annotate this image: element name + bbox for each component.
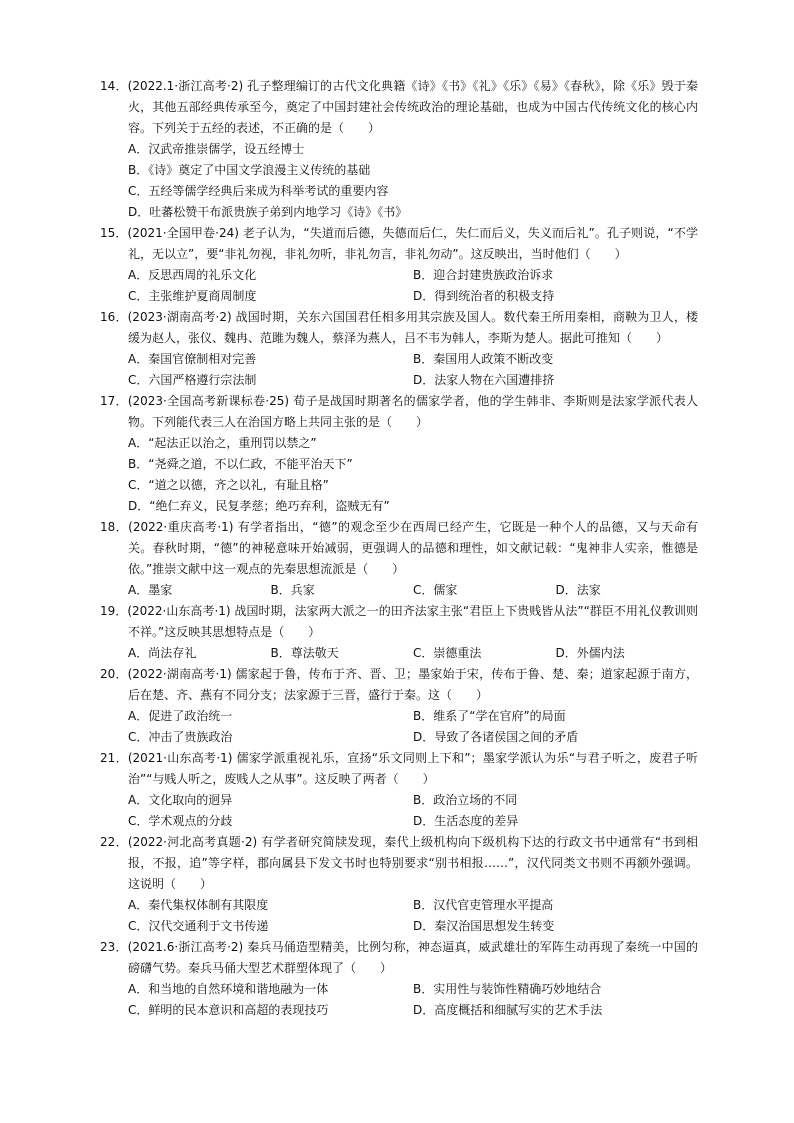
question-stem [100, 223, 698, 265]
option-d[interactable]: D．“绝仁弃义，民复孝慈；绝巧弃利，盗贼无有” [128, 499, 390, 513]
option-list [100, 349, 698, 391]
option-b[interactable]: B．维系了“学在官府”的局面 [413, 709, 566, 723]
question-text: ．(2023·湖南高考·2) 战国时期，关东六国国君任相多用其宗族及国人。数代秦王所用秦相，商鞅为卫人，楼缓为赵人，张仪、魏冉、范雎为魏人，蔡泽为燕人，吕不韦为韩人，李斯为楚人。据此可推知（ ） [115, 310, 698, 345]
option-c[interactable]: C．鲜明的民本意识和高超的表现技巧 [128, 1003, 329, 1017]
question-number: 21 [100, 751, 116, 765]
option-a[interactable]: A．文化取向的迥异 [128, 793, 233, 807]
option-list [100, 895, 698, 937]
question-19 [100, 601, 698, 664]
question-17 [100, 391, 698, 517]
question-number: 16 [100, 310, 116, 324]
question-stem [100, 76, 698, 139]
question-stem [100, 517, 698, 580]
question-text: ．(2022.1·浙江高考·2) 孔子整理编订的古代文化典籍《诗》《书》《礼》《乐》《易》《春秋》，除《乐》毁于秦火，其他五部经典传承至今，奠定了中国封建社会传统政治的理论基础，也成为中国古代传统文化的核心内容。下列关于五经的表述，不正确的是（ ） [115, 79, 698, 135]
option-list [100, 643, 698, 664]
question-text: ．(2021·全国甲卷·24) 老子认为，“失道而后德，失德而后仁，失仁而后义，失义而后礼”。孔子则说，“不学礼，无以立”，要“非礼勿视，非礼勿听，非礼勿言，非礼勿动”。这反映出，当时他们（ ） [115, 226, 698, 261]
option-a[interactable]: A．“起法正以治之，重刑罚以禁之” [128, 436, 317, 450]
question-15 [100, 223, 698, 307]
option-a[interactable]: A．汉武帝推崇儒学，设五经博士 [128, 142, 305, 156]
question-text: ．(2022·重庆高考·1) 有学者指出，“德”的观念至少在西周已经产生，它既是一种个人的品德，又与天命有关。春秋时期，“德”的神秘意味开始减弱，更强调人的品德和理性，如文献记载：“鬼神非人实亲，惟德是依。”推崇文献中这一观点的先秦思想流派是（ ） [115, 520, 698, 576]
question-number: 23 [100, 940, 116, 954]
option-c[interactable]: C．五经等儒学经典后来成为科举考试的重要内容 [128, 184, 389, 198]
question-text: ．(2022·湖南高考·1) 儒家起于鲁，传布于齐、晋、卫；墨家始于宋，传布于鲁、楚、秦；道家起源于南方，后在楚、齐、燕有不同分支；法家源于三晋，盛行于秦。这（ ） [115, 667, 698, 702]
question-23 [100, 937, 698, 1021]
option-list [100, 790, 698, 832]
option-list [100, 979, 698, 1021]
question-stem [100, 307, 698, 349]
question-stem [100, 937, 698, 979]
question-number: 19 [100, 604, 116, 618]
option-b[interactable]: B．迎合封建贵族政治诉求 [413, 268, 554, 282]
question-18 [100, 517, 698, 601]
question-sheet [100, 76, 698, 1021]
option-a[interactable]: A．墨家 [128, 583, 173, 597]
question-stem [100, 391, 698, 433]
question-text: ．(2021.6·浙江高考·2) 秦兵马俑造型精美，比例匀称，神态逼真，威武雄壮的军阵生动再现了秦统一中国的磅礴气势。秦兵马俑大型艺术群塑体现了（ ） [115, 940, 698, 975]
question-14 [100, 76, 698, 223]
option-a[interactable]: A．反思西周的礼乐文化 [128, 268, 257, 282]
option-c[interactable]: C．汉代交通利于文书传递 [128, 919, 269, 933]
option-c[interactable]: C．主张维护夏商周制度 [128, 289, 257, 303]
question-16 [100, 307, 698, 391]
option-b[interactable]: B．尊法敬天 [270, 646, 339, 660]
option-list [100, 139, 698, 223]
option-d[interactable]: D．秦汉治国思想发生转变 [413, 919, 555, 933]
option-b[interactable]: B．“尧舜之道，不以仁政，不能平治天下” [128, 457, 353, 471]
option-d[interactable]: D．生活态度的差异 [413, 814, 519, 828]
option-a[interactable]: A．尚法存礼 [128, 646, 197, 660]
option-b[interactable]: B．秦国用人政策不断改变 [413, 352, 554, 366]
question-stem [100, 832, 698, 895]
option-b[interactable]: B．汉代官吏管理水平提高 [413, 898, 554, 912]
question-20 [100, 664, 698, 748]
question-text: ．(2023·全国高考新课标卷·25) 荀子是战国时期著名的儒家学者，他的学生韩非、李斯则是法家学派代表人物。下列能代表三人在治国方略上共同主张的是（ ） [115, 394, 698, 429]
option-list [100, 580, 698, 601]
question-stem [100, 748, 698, 790]
option-d[interactable]: D．高度概括和细腻写实的艺术手法 [413, 1003, 603, 1017]
option-c[interactable]: C．六国严格遵行宗法制 [128, 373, 257, 387]
question-stem [100, 664, 698, 706]
option-c[interactable]: C．学术观点的分歧 [128, 814, 233, 828]
option-d[interactable]: D．法家人物在六国遭排挤 [413, 373, 555, 387]
option-c[interactable]: C．儒家 [413, 583, 458, 597]
option-d[interactable]: D．吐蕃松赞干布派贵族子弟到内地学习《诗》《书》 [128, 205, 408, 219]
option-c[interactable]: C．“道之以德，齐之以礼，有耻且格” [128, 478, 329, 492]
option-a[interactable]: A．秦代集权体制有其限度 [128, 898, 269, 912]
question-number: 20 [100, 667, 116, 681]
option-b[interactable]: B．《诗》奠定了中国文学浪漫主义传统的基础 [128, 163, 371, 177]
option-b[interactable]: B．政治立场的不同 [413, 793, 518, 807]
question-text: ．(2021·山东高考·1) 儒家学派重视礼乐，宣扬“乐文同则上下和”；墨家学派认为乐“与君子听之，废君子听治”“与贱人听之，废贱人之从事”。这反映了两者（ ） [115, 751, 698, 786]
question-21 [100, 748, 698, 832]
option-list [100, 265, 698, 307]
question-number: 22 [100, 835, 116, 849]
question-number: 14 [100, 79, 116, 93]
option-d[interactable]: D．得到统治者的积极支持 [413, 289, 555, 303]
option-c[interactable]: C．崇德重法 [413, 646, 482, 660]
option-d[interactable]: D．导致了各诸侯国之间的矛盾 [413, 730, 579, 744]
question-text: ．(2022·河北高考真题·2) 有学者研究简牍发现，秦代上级机构向下级机构下达的行政文书中通常有“书到相报，不报，追”等字样，郡向属县下发文书时也特别要求“别书相报……”，汉代同类文书则不再额外强调。这说明（ ） [115, 835, 698, 891]
question-stem [100, 601, 698, 643]
option-b[interactable]: B．实用性与装饰性精确巧妙地结合 [413, 982, 602, 996]
question-number: 18 [100, 520, 116, 534]
option-a[interactable]: A．秦国官僚制相对完善 [128, 352, 257, 366]
question-number: 15 [100, 226, 116, 240]
option-b[interactable]: B．兵家 [270, 583, 315, 597]
question-number: 17 [100, 394, 116, 408]
option-list [100, 433, 698, 517]
question-22 [100, 832, 698, 937]
option-c[interactable]: C．冲击了贵族政治 [128, 730, 233, 744]
option-d[interactable]: D．法家 [555, 583, 601, 597]
option-a[interactable]: A．促进了政治统一 [128, 709, 233, 723]
option-a[interactable]: A．和当地的自然环境和谐地融为一体 [128, 982, 329, 996]
option-list [100, 706, 698, 748]
question-text: ．(2022·山东高考·1) 战国时期，法家两大派之一的田齐法家主张“君臣上下贵贱皆从法”“群臣不用礼仪教训则不祥。”这反映其思想特点是（ ） [115, 604, 698, 639]
option-d[interactable]: D．外儒内法 [555, 646, 625, 660]
